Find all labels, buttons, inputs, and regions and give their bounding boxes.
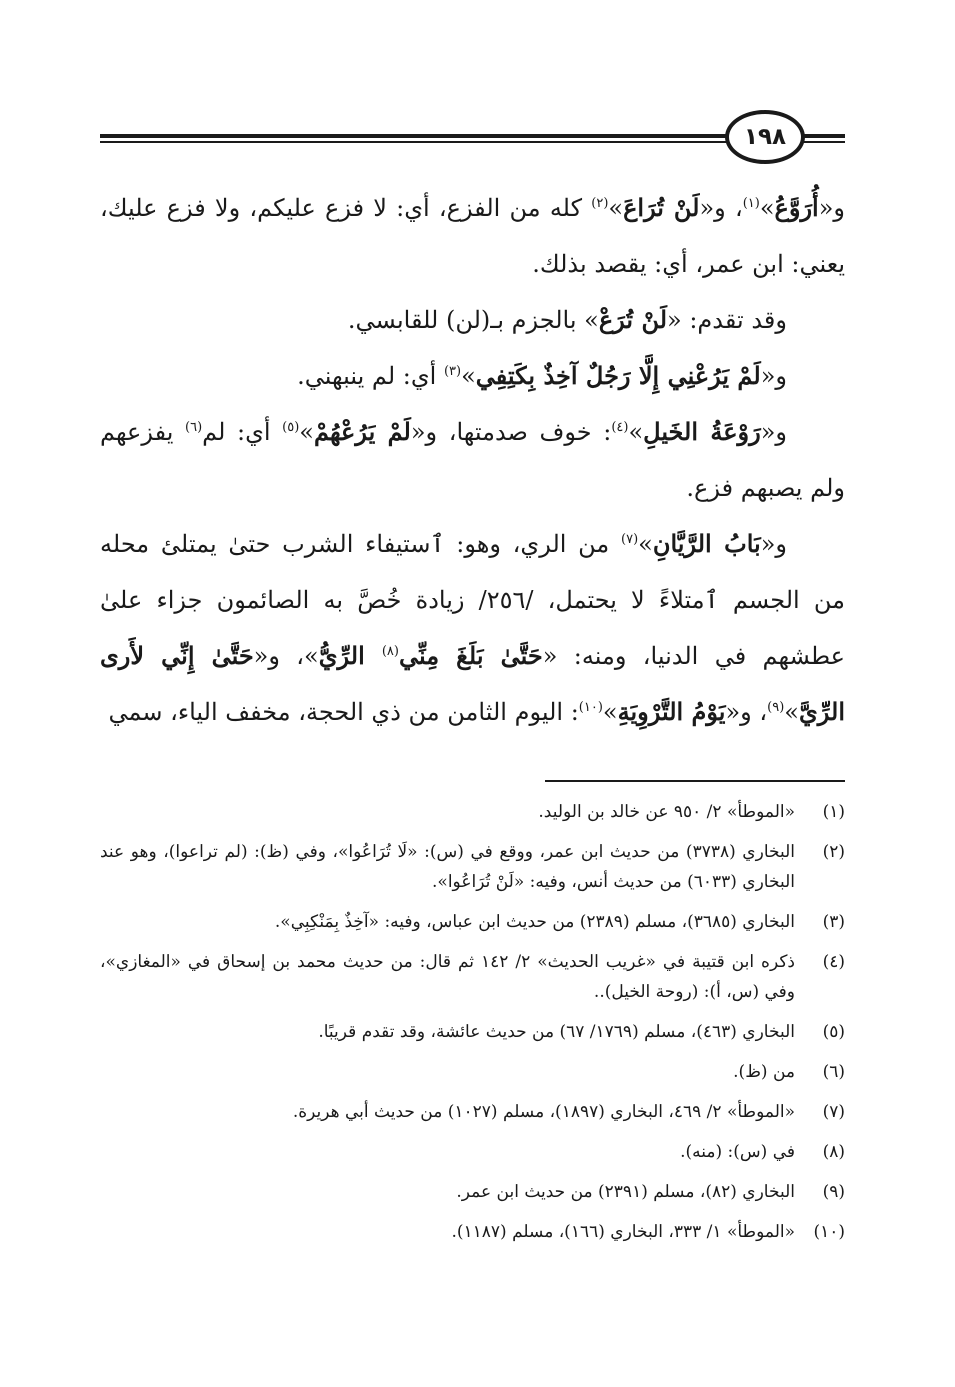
term: بَابُ الرَّيَّانِ: [652, 529, 761, 558]
footnote-3: [100, 907, 845, 937]
text: و«: [760, 418, 787, 446]
text: »: [638, 530, 653, 558]
footnote-ref: (٥): [282, 420, 300, 435]
footnote-number: (١): [822, 802, 845, 822]
text: و«: [760, 362, 787, 390]
footnote-number: (٨): [822, 1142, 845, 1162]
footnote-ref: (١٠): [578, 700, 603, 715]
text: أي: لم: [202, 418, 283, 446]
footnote-text: البخاري (٣٧٣٨) من حديث ابن عمر، ووقع في (س): «لَا تُرَاعُوا»، وفي (ظ): (لم تراعوا)، وهو عند البخاري (٦٠٣٣) من حديث أنس، وفيه: «لَنْ تُرَاعُوا».: [100, 842, 795, 892]
term: يَوْمُ التَّرْوِيَةِ: [617, 697, 726, 726]
term: أُرَوَّعُ: [774, 193, 819, 222]
footnote-text: «الموطأ» ٢/ ٤٦٩، البخاري (١٨٩٧)، مسلم (١٠٢٧) من حديث أبي هريرة.: [292, 1102, 795, 1122]
text: »، و«: [253, 642, 319, 670]
text: »: [784, 698, 799, 726]
footnote-number: (٥): [822, 1022, 845, 1042]
footnote-number: (٦): [822, 1062, 845, 1082]
footnote-separator: [545, 780, 845, 782]
text: : اليوم الثامن من ذي الحجة، مخفف الياء، سمي: [108, 698, 579, 726]
footnote-text: «الموطأ» ٢/ ٩٥٠ عن خالد بن الوليد.: [538, 802, 795, 822]
main-text: [100, 180, 845, 740]
footnote-text: ذكره ابن قتيبة في «غريب الحديث» ٢/ ١٤٢ ثم قال: من حديث محمد بن إسحاق في «المغازي»، وفي (س، أ): (روحة الخيل)..: [100, 952, 795, 1002]
text: »: [608, 194, 624, 222]
paragraph-1: [100, 180, 845, 292]
footnote-number: (٣): [822, 912, 845, 932]
term: حَتَّىٰ بَلَغَ مِنِّي: [398, 641, 543, 670]
footnote-10: [100, 1217, 845, 1247]
paragraph-5: [100, 516, 845, 740]
footnote-8: [100, 1137, 845, 1167]
text: أي: لم ينبهني.: [297, 362, 444, 390]
footnote-number: (٩): [822, 1182, 845, 1202]
page-number: ١٩٨: [725, 110, 805, 164]
footnote-text: في (س): (منه).: [680, 1142, 795, 1162]
term: لَنْ تُرَعْ: [598, 305, 668, 334]
page-header: [100, 110, 845, 168]
footnote-1: [100, 797, 845, 827]
term: حَتَّىٰ إِنِّي لأَرى الرِّيَّ: [100, 641, 845, 726]
footnote-4: [100, 947, 845, 1007]
footnote-ref: (٤): [611, 420, 629, 435]
footnote-ref: (١): [742, 196, 760, 211]
paragraph-3: [100, 348, 845, 404]
footnote-6: [100, 1057, 845, 1087]
footnote-9: [100, 1177, 845, 1207]
text: و«: [818, 194, 845, 222]
text: من الري، وهو: ٱستيفاء الشرب حتىٰ يمتلئ محله من الجسم ٱمتلاءً لا يحتمل، /٢٥٦/ زيادة خُصَّ به الصائمون جزاء علىٰ عطشهم في الدنيا، ومنه: «: [100, 530, 845, 670]
footnote-ref: (٨): [381, 644, 399, 659]
term: الرِّيُّ: [318, 641, 382, 670]
footnote-7: [100, 1097, 845, 1127]
text: كله من الفزع، أي: لا فزع عليكم، ولا فزع عليك، يعني: ابن عمر، أي: يقصد بذلك.: [100, 194, 845, 278]
text: : خوف صدمتها، و«: [410, 418, 612, 446]
footnote-number: (٢): [822, 842, 845, 862]
footnote-ref: (٩): [767, 700, 785, 715]
footnote-number: (٤): [822, 952, 845, 972]
footnote-text: البخاري (٣٦٨٥)، مسلم (٢٣٨٩) من حديث ابن عباس، وفيه: «آخِذٌ بِمَنْكِبِي».: [274, 912, 795, 932]
footnotes: [100, 797, 845, 1257]
term: لَمْ يَرُعْهُمْ: [313, 417, 411, 446]
footnote-number: (١٠): [813, 1222, 845, 1242]
text: »: [299, 418, 314, 446]
text: » بالجزم بـ(لن) للقابسي.: [347, 306, 599, 334]
text: »: [628, 418, 644, 446]
footnote-number: (٧): [822, 1102, 845, 1122]
term: رَوْعَةُ الخَيلِ: [643, 417, 761, 446]
text: يفزعهم ولم يصبهم فزع.: [100, 418, 845, 502]
text: و«: [760, 530, 788, 558]
paragraph-4: [100, 404, 845, 516]
term: لَنْ تُرَاعَ: [623, 193, 700, 222]
footnote-2: [100, 837, 845, 897]
footnote-text: «الموطأ» ١/ ٣٣٣، البخاري (١٦٦)، مسلم (١١٨٧).: [451, 1222, 795, 1242]
text: ، و«: [725, 698, 768, 726]
footnote-ref: (٧): [621, 532, 639, 547]
footnote-text: البخاري (٨٢)، مسلم (٢٣٩١) من حديث ابن عمر.: [456, 1182, 795, 1202]
footnote-ref: (٢): [591, 196, 609, 211]
footnote-ref: (٦): [185, 420, 203, 435]
text: »: [602, 698, 618, 726]
footnote-text: البخاري (٤٦٣)، مسلم (١٧٦٩/ ٦٧) من حديث عائشة، وقد تقدم قريبًا.: [318, 1022, 795, 1042]
text: وقد تقدم: «: [667, 306, 787, 334]
footnote-ref: (٣): [443, 364, 462, 379]
footnote-text: من (ظ).: [733, 1062, 795, 1082]
footnote-5: [100, 1017, 845, 1047]
text: »: [759, 194, 775, 222]
text: ، و«: [699, 194, 743, 222]
term: لَمْ يَرُعْنِي إِلَّا رَجُلٌ آخِذٌ بِكَتِفِي: [475, 361, 761, 390]
paragraph-2: [100, 292, 845, 348]
text: »: [461, 362, 476, 390]
